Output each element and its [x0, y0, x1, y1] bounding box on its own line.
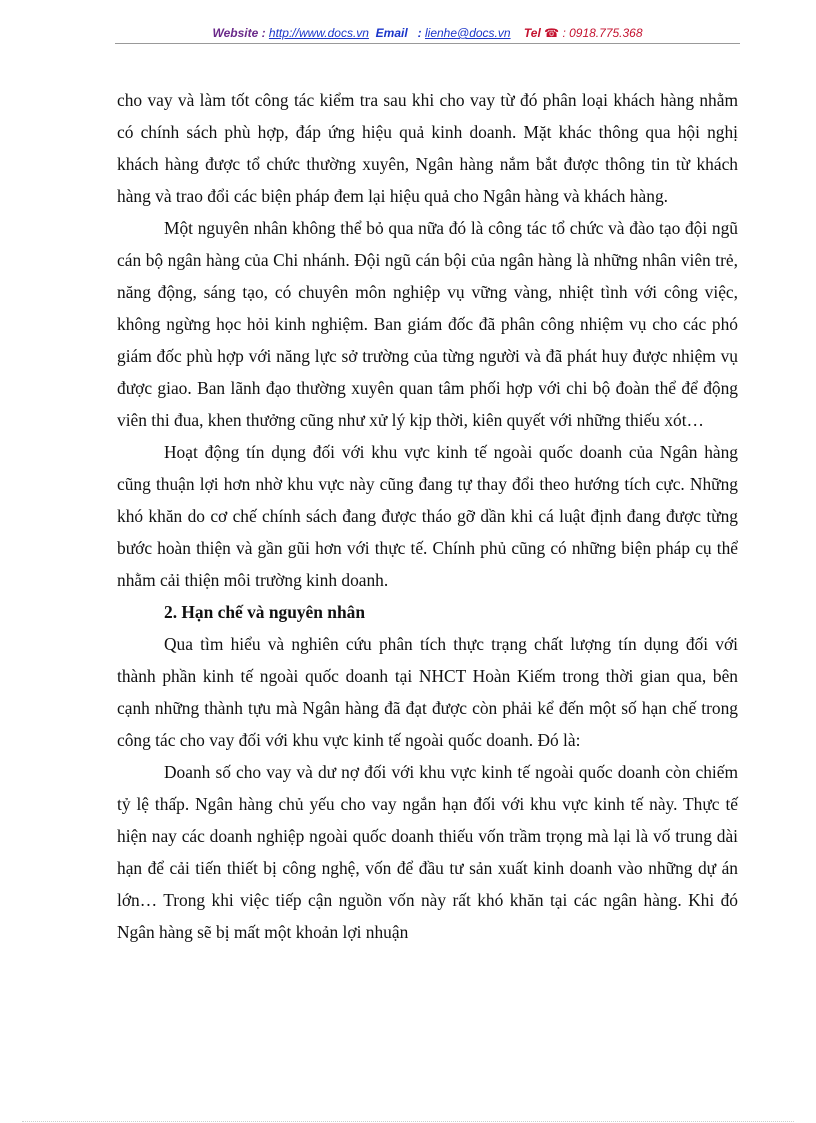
body-paragraph: Qua tìm hiểu và nghiên cứu phân tích thực trạng chất lượng tín dụng đối với thành phần kinh tế ngoài quốc doanh tại NHCT Hoàn Kiếm trong thời gian qua, bên cạnh những thành tựu mà Ngân hàng đã đạt được còn phải kể đến một số hạn chế trong công tác cho vay đối với khu vực kinh tế ngoài quốc doanh. Đó là: — [117, 634, 738, 750]
header-separator: : — [414, 26, 425, 40]
tel-label: Tel ☎ — [523, 26, 560, 40]
website-link[interactable]: http://www.docs.vn — [268, 26, 369, 40]
body-paragraph: Một nguyên nhân không thể bỏ qua nữa đó là công tác tổ chức và đào tạo đội ngũ cán bộ ngân hàng của Chi nhánh. Đội ngũ cán bội của ngân hàng là những nhân viên trẻ, năng động, sáng tạo, có chuyên môn nghiệp vụ vững vàng, nhiệt tình với công việc, không ngừng học hỏi kinh nghiệm. Ban giám đốc đã phân công nhiệm vụ cho các phó giám đốc phù hợp với năng lực sở trường của từng người và đã phát huy được nhiệm vụ được giao. Ban lãnh đạo thường xuyên quan tâm phối hợp với chi bộ đoàn thể để động viên thi đua, khen thưởng cũng như xử lý kịp thời, kiên quyết với những thiếu xót… — [117, 218, 738, 430]
email-link[interactable]: lienhe@docs.vn — [425, 26, 511, 40]
section-heading: 2. Hạn chế và nguyên nhân — [164, 602, 366, 622]
email-label: Email — [375, 26, 408, 40]
phone-number: : 0918.775.368 — [559, 26, 643, 40]
document-body — [117, 84, 738, 948]
body-paragraph: cho vay và làm tốt công tác kiểm tra sau khi cho vay từ đó phân loại khách hàng nhằm có chính sách phù hợp, đáp ứng hiệu quả kinh doanh. Mặt khác thông qua hội nghị khách hàng được tổ chức thường xuyên, Ngân hàng nắm bắt được thông tin từ khách hàng và trao đổi các biện pháp đem lại hiệu quả cho Ngân hàng và khách hàng. — [117, 90, 738, 206]
page-header — [115, 24, 740, 44]
header-divider — [115, 43, 740, 44]
website-label: Website — [212, 26, 259, 40]
body-paragraph: Doanh số cho vay và dư nợ đối với khu vực kinh tế ngoài quốc doanh còn chiếm tỷ lệ thấp. Ngân hàng chủ yếu cho vay ngắn hạn đối với khu vực kinh tế này. Thực tế hiện nay các doanh nghiệp ngoài quốc doanh thiếu vốn trầm trọng mà lại là vố trung dài hạn để cải tiến thiết bị công nghệ, vốn để đầu tư sản xuất kinh doanh vào những dự án lớn… Trong khi việc tiếp cận nguồn vốn này rất khó khăn tại các ngân hàng. Khi đó Ngân hàng sẽ bị mất một khoản lợi nhuận — [117, 762, 738, 942]
footer-divider — [22, 1121, 794, 1122]
body-paragraph: Hoạt động tín dụng đối với khu vực kinh tế ngoài quốc doanh của Ngân hàng cũng thuận lợi hơn nhờ khu vực này cũng đang tự thay đổi theo hướng tích cực. Những khó khăn do cơ chế chính sách đang được tháo gỡ dần khi cá luật định đang được từng bước hoàn thiện và gần gũi hơn với thực tế. Chính phủ cũng có những biện pháp cụ thể nhằm cải thiện môi trường kinh doanh. — [117, 442, 738, 590]
header-separator: : — [258, 26, 269, 40]
